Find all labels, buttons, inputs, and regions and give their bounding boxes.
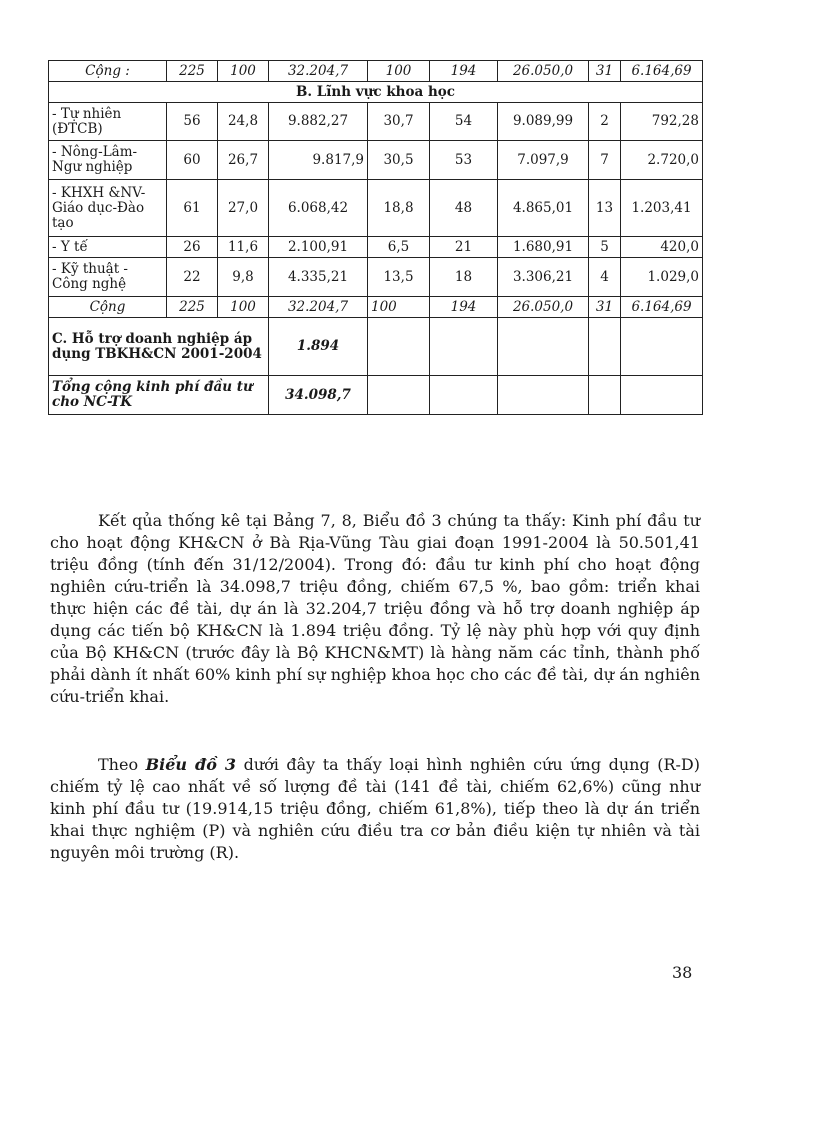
paragraph-2-lead: Theo bbox=[98, 755, 139, 774]
cell-c2: 26,7 bbox=[218, 141, 269, 180]
cell-c7: 2 bbox=[589, 103, 621, 141]
cell-c8: 792,28 bbox=[621, 103, 703, 141]
empty-cell bbox=[621, 376, 703, 415]
page-number: 38 bbox=[672, 963, 693, 982]
cell-c4: 13,5 bbox=[368, 258, 430, 297]
cell-c4: 30,5 bbox=[368, 141, 430, 180]
cell-c6: 26.050,0 bbox=[498, 61, 589, 82]
cell-c8: 6.164,69 bbox=[621, 297, 703, 318]
cell-c4: 6,5 bbox=[368, 237, 430, 258]
cell-c7: 4 bbox=[589, 258, 621, 297]
total-label: Tổng cộng kinh phí đầu tư cho NC-TK bbox=[49, 376, 269, 415]
cell-label: - Kỹ thuật - Công nghệ bbox=[49, 258, 167, 297]
cell-c1: 225 bbox=[167, 297, 218, 318]
cell-c5: 194 bbox=[430, 297, 498, 318]
total-value: 34.098,7 bbox=[269, 376, 368, 415]
cell-label: - KHXH &NV- Giáo dục-Đào tạo bbox=[49, 180, 167, 237]
empty-cell bbox=[498, 318, 589, 376]
cell-c3: 4.335,21 bbox=[269, 258, 368, 297]
table-row-section-c bbox=[49, 318, 703, 376]
cell-c3: 2.100,91 bbox=[269, 237, 368, 258]
cell-c3: 32.204,7 bbox=[269, 297, 368, 318]
cell-c7: 7 bbox=[589, 141, 621, 180]
table-row bbox=[49, 141, 703, 180]
cell-c3: 9.817,9 bbox=[269, 141, 368, 180]
cell-c8: 1.029,0 bbox=[621, 258, 703, 297]
funding-table bbox=[48, 60, 703, 415]
cell-c7: 31 bbox=[589, 297, 621, 318]
cell-c5: 18 bbox=[430, 258, 498, 297]
cell-c3: 32.204,7 bbox=[269, 61, 368, 82]
cell-c2: 11,6 bbox=[218, 237, 269, 258]
table-row-cong-bottom bbox=[49, 297, 703, 318]
empty-cell bbox=[589, 318, 621, 376]
cell-c5: 48 bbox=[430, 180, 498, 237]
cell-c1: 225 bbox=[167, 61, 218, 82]
table-row bbox=[49, 180, 703, 237]
cell-c6: 26.050,0 bbox=[498, 297, 589, 318]
cell-c2: 9,8 bbox=[218, 258, 269, 297]
cell-c8: 2.720,0 bbox=[621, 141, 703, 180]
cell-c7: 31 bbox=[589, 61, 621, 82]
paragraph-2-ref: Biểu đồ 3 bbox=[145, 755, 237, 774]
cell-c4: 100 bbox=[368, 61, 430, 82]
cell-c3: 9.882,27 bbox=[269, 103, 368, 141]
empty-cell bbox=[430, 376, 498, 415]
section-c-value: 1.894 bbox=[269, 318, 368, 376]
cell-label: Cộng bbox=[49, 297, 167, 318]
cell-c2: 24,8 bbox=[218, 103, 269, 141]
cell-c5: 54 bbox=[430, 103, 498, 141]
cell-c2: 27,0 bbox=[218, 180, 269, 237]
cell-c5: 53 bbox=[430, 141, 498, 180]
cell-c6: 1.680,91 bbox=[498, 237, 589, 258]
empty-cell bbox=[430, 318, 498, 376]
cell-c2: 100 bbox=[218, 61, 269, 82]
empty-cell bbox=[368, 376, 430, 415]
cell-c6: 7.097,9 bbox=[498, 141, 589, 180]
cell-label: Cộng : bbox=[49, 61, 167, 82]
cell-c5: 194 bbox=[430, 61, 498, 82]
cell-c1: 26 bbox=[167, 237, 218, 258]
paragraph-2 bbox=[50, 754, 700, 864]
cell-label: - Tự nhiên (ĐTCB) bbox=[49, 103, 167, 141]
paragraph-1: Kết qủa thống kê tại Bảng 7, 8, Biểu đồ 3 chúng ta thấy: Kinh phí đầu tư cho hoạt động KH&CN ở Bà Rịa-Vũng Tàu giai đoạn 1991-2004 là 50.501,41 triệu đồng (tính đến 31/12/2004). Trong đó: đầu tư kinh phí cho hoạt động nghiên cứu-triển là 34.098,7 triệu đồng, chiếm 67,5 %, bao gồm: triển khai thực hiện các đề tài, dự án là 32.204,7 triệu đồng và hỗ trợ doanh nghiệp áp dụng các tiến bộ KH&CN là 1.894 triệu đồng. Tỷ lệ này phù hợp với quy định của Bộ KH&CN (trước đây là Bộ KHCN&MT) là hàng năm các tỉnh, thành phố phải dành ít nhất 60% kinh phí sự nghiệp khoa học cho các đề tài, dự án nghiên cứu-triển khai. bbox=[50, 511, 700, 706]
empty-cell bbox=[368, 318, 430, 376]
table-row-cong-top bbox=[49, 61, 703, 82]
section-b-heading: B. Lĩnh vực khoa học bbox=[49, 82, 703, 103]
table-row bbox=[49, 103, 703, 141]
cell-c7: 13 bbox=[589, 180, 621, 237]
cell-c5: 21 bbox=[430, 237, 498, 258]
empty-cell bbox=[589, 376, 621, 415]
cell-c3: 6.068,42 bbox=[269, 180, 368, 237]
cell-c4: 30,7 bbox=[368, 103, 430, 141]
cell-c8: 420,0 bbox=[621, 237, 703, 258]
table-row-total bbox=[49, 376, 703, 415]
table-row bbox=[49, 237, 703, 258]
cell-c1: 61 bbox=[167, 180, 218, 237]
cell-c6: 3.306,21 bbox=[498, 258, 589, 297]
section-c-label: C. Hỗ trợ doanh nghiệp áp dụng TBKH&CN 2001-2004 bbox=[49, 318, 269, 376]
cell-c1: 60 bbox=[167, 141, 218, 180]
cell-c1: 56 bbox=[167, 103, 218, 141]
empty-cell bbox=[621, 318, 703, 376]
cell-c6: 9.089,99 bbox=[498, 103, 589, 141]
cell-label: - Y tế bbox=[49, 237, 167, 258]
table-row-section-b bbox=[49, 82, 703, 103]
cell-c2: 100 bbox=[218, 297, 269, 318]
cell-c4: 100 bbox=[368, 297, 430, 318]
cell-c8: 6.164,69 bbox=[621, 61, 703, 82]
cell-c8: 1.203,41 bbox=[621, 180, 703, 237]
cell-c7: 5 bbox=[589, 237, 621, 258]
cell-c4: 18,8 bbox=[368, 180, 430, 237]
table-row bbox=[49, 258, 703, 297]
paragraph-2-rest: dưới đây ta thấy loại hình nghiên cứu ứng dụng (R-D) chiếm tỷ lệ cao nhất về số lượng đề tài (141 đề tài, chiếm 62,6%) cũng như kinh phí đầu tư (19.914,15 triệu đồng, chiếm 61,8%), tiếp theo là dự án triển khai thực nghiệm (P) và nghiên cứu điều tra cơ bản điều kiện tự nhiên và tài nguyên môi trường (R). bbox=[50, 755, 700, 862]
empty-cell bbox=[498, 376, 589, 415]
cell-c6: 4.865,01 bbox=[498, 180, 589, 237]
cell-label: - Nông-Lâm-Ngư nghiệp bbox=[49, 141, 167, 180]
cell-c1: 22 bbox=[167, 258, 218, 297]
